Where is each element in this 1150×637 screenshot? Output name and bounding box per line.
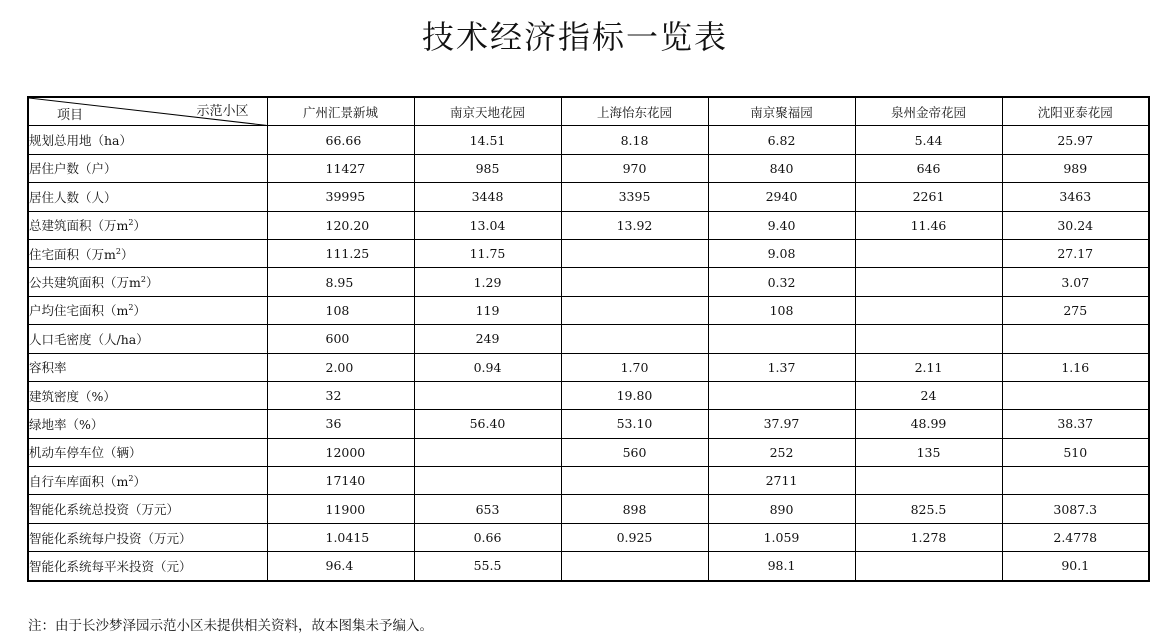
unit-superscript: 2 bbox=[128, 473, 134, 483]
table-cell: 560 bbox=[561, 438, 708, 466]
table-row bbox=[28, 211, 1149, 239]
table-cell: 2261 bbox=[855, 183, 1002, 211]
column-header: 广州汇景新城 bbox=[267, 97, 414, 126]
table-cell: 3448 bbox=[414, 183, 561, 211]
table-cell: 252 bbox=[708, 438, 855, 466]
table-cell bbox=[1002, 467, 1149, 495]
row-label bbox=[28, 268, 267, 296]
table-cell bbox=[855, 296, 1002, 324]
row-label bbox=[28, 381, 267, 409]
table-cell: 37.97 bbox=[708, 410, 855, 438]
table-cell bbox=[855, 467, 1002, 495]
table-cell: 985 bbox=[414, 154, 561, 182]
row-label-text: 智能化系统每户投资（万元） bbox=[29, 530, 192, 546]
column-group-label: 示范小区 bbox=[196, 104, 249, 119]
table-cell: 13.92 bbox=[561, 211, 708, 239]
table-cell: 2.11 bbox=[855, 353, 1002, 381]
table-cell: 2940 bbox=[708, 183, 855, 211]
table-cell bbox=[708, 325, 855, 353]
diagonal-header-cell bbox=[28, 97, 267, 126]
table-cell bbox=[561, 325, 708, 353]
table-cell bbox=[1002, 325, 1149, 353]
table-cell: 890 bbox=[708, 495, 855, 523]
table-cell: 510 bbox=[1002, 438, 1149, 466]
table-row bbox=[28, 239, 1149, 267]
table-cell: 56.40 bbox=[414, 410, 561, 438]
row-label-text: 居住人数（人） bbox=[29, 189, 117, 205]
table-cell bbox=[561, 268, 708, 296]
row-label-tail: ） bbox=[133, 473, 146, 489]
table-cell: 25.97 bbox=[1002, 126, 1149, 154]
row-label-text: 智能化系统总投资（万元） bbox=[29, 502, 180, 518]
table-cell: 27.17 bbox=[1002, 239, 1149, 267]
column-header: 上海怡东花园 bbox=[561, 97, 708, 126]
table-cell bbox=[414, 467, 561, 495]
table-cell: 13.04 bbox=[414, 211, 561, 239]
table-cell bbox=[561, 296, 708, 324]
table-cell: 1.278 bbox=[855, 523, 1002, 551]
table-row bbox=[28, 268, 1149, 296]
table-cell bbox=[414, 438, 561, 466]
table-row bbox=[28, 467, 1149, 495]
table-cell: 989 bbox=[1002, 154, 1149, 182]
table-cell bbox=[708, 381, 855, 409]
table-cell: 24 bbox=[855, 381, 1002, 409]
row-label bbox=[28, 154, 267, 182]
table-cell: 8.18 bbox=[561, 126, 708, 154]
table-cell bbox=[414, 381, 561, 409]
table-row bbox=[28, 523, 1149, 551]
row-label bbox=[28, 239, 267, 267]
row-label-text: 人口毛密度（人/ha） bbox=[29, 331, 149, 347]
table-cell: 3087.3 bbox=[1002, 495, 1149, 523]
table-cell bbox=[855, 325, 1002, 353]
table-cell: 53.10 bbox=[561, 410, 708, 438]
table-body bbox=[28, 126, 1149, 581]
table-cell: 38.37 bbox=[1002, 410, 1149, 438]
unit-superscript: 2 bbox=[115, 246, 121, 256]
table-cell: 135 bbox=[855, 438, 1002, 466]
table-cell: 14.51 bbox=[414, 126, 561, 154]
table-cell: 11.75 bbox=[414, 239, 561, 267]
table-cell: 19.80 bbox=[561, 381, 708, 409]
row-label-text: 智能化系统每平米投资（元） bbox=[29, 558, 192, 574]
row-label bbox=[28, 495, 267, 523]
row-label bbox=[28, 523, 267, 551]
table-cell: 3.07 bbox=[1002, 268, 1149, 296]
metrics-table bbox=[27, 96, 1150, 582]
table-cell: 96.4 bbox=[267, 552, 414, 581]
row-label-text: 绿地率（%） bbox=[29, 416, 104, 432]
table-cell: 5.44 bbox=[855, 126, 1002, 154]
table-row bbox=[28, 296, 1149, 324]
table-cell: 111.25 bbox=[267, 239, 414, 267]
row-label bbox=[28, 438, 267, 466]
table-cell: 98.1 bbox=[708, 552, 855, 581]
table-cell bbox=[561, 239, 708, 267]
row-label-tail: ） bbox=[145, 275, 159, 291]
unit-superscript: 2 bbox=[128, 303, 134, 313]
table-cell: 48.99 bbox=[855, 410, 1002, 438]
table-cell: 8.95 bbox=[267, 268, 414, 296]
table-cell: 970 bbox=[561, 154, 708, 182]
table-cell: 600 bbox=[267, 325, 414, 353]
table-cell: 2.00 bbox=[267, 353, 414, 381]
table-cell: 55.5 bbox=[414, 552, 561, 581]
row-label bbox=[28, 296, 267, 324]
row-label-text: 住宅面积（万m bbox=[29, 246, 116, 262]
table-cell: 12000 bbox=[267, 438, 414, 466]
table-cell: 90.1 bbox=[1002, 552, 1149, 581]
page-title: 技术经济指标一览表 bbox=[421, 18, 728, 56]
table-cell: 1.37 bbox=[708, 353, 855, 381]
row-label bbox=[28, 353, 267, 381]
row-group-label: 项目 bbox=[57, 108, 84, 124]
table-row bbox=[28, 353, 1149, 381]
row-label-text: 容积率 bbox=[29, 360, 67, 376]
table-cell bbox=[855, 268, 1002, 296]
table-row bbox=[28, 495, 1149, 523]
table-cell: 11900 bbox=[267, 495, 414, 523]
table-cell: 1.29 bbox=[414, 268, 561, 296]
column-header: 沈阳亚泰花园 bbox=[1002, 97, 1149, 126]
table-row bbox=[28, 126, 1149, 154]
table-cell: 0.32 bbox=[708, 268, 855, 296]
table-cell: 1.0415 bbox=[267, 523, 414, 551]
row-label-tail: ） bbox=[133, 303, 146, 319]
row-label bbox=[28, 183, 267, 211]
table-cell bbox=[561, 467, 708, 495]
table-cell: 3463 bbox=[1002, 183, 1149, 211]
table-cell: 0.925 bbox=[561, 523, 708, 551]
table-header-row bbox=[28, 97, 1149, 126]
unit-superscript: 2 bbox=[140, 274, 146, 284]
column-header: 南京天地花园 bbox=[414, 97, 561, 126]
table-cell: 119 bbox=[414, 296, 561, 324]
table-cell: 275 bbox=[1002, 296, 1149, 324]
table-cell bbox=[855, 552, 1002, 581]
table-cell: 9.40 bbox=[708, 211, 855, 239]
row-label bbox=[28, 211, 267, 239]
unit-superscript: 2 bbox=[128, 218, 134, 228]
table-cell: 11.46 bbox=[855, 211, 1002, 239]
row-label bbox=[28, 552, 267, 581]
table-row bbox=[28, 410, 1149, 438]
table-row bbox=[28, 381, 1149, 409]
row-label-tail: ） bbox=[120, 246, 134, 262]
row-label-text: 公共建筑面积（万m bbox=[29, 275, 141, 291]
table-cell: 32 bbox=[267, 381, 414, 409]
table-cell: 0.94 bbox=[414, 353, 561, 381]
table-cell: 30.24 bbox=[1002, 211, 1149, 239]
table-row bbox=[28, 154, 1149, 182]
row-label-text: 规划总用地（ha） bbox=[29, 133, 133, 149]
table-cell: 653 bbox=[414, 495, 561, 523]
row-label-text: 户均住宅面积（m bbox=[29, 303, 129, 319]
row-label-text: 自行车库面积（m bbox=[29, 473, 129, 489]
table-cell: 249 bbox=[414, 325, 561, 353]
table-cell bbox=[1002, 381, 1149, 409]
row-label-text: 总建筑面积（万m bbox=[29, 218, 129, 234]
column-header: 南京聚福园 bbox=[708, 97, 855, 126]
table-cell: 6.82 bbox=[708, 126, 855, 154]
table-cell: 840 bbox=[708, 154, 855, 182]
table-cell: 108 bbox=[708, 296, 855, 324]
table-row bbox=[28, 438, 1149, 466]
table-cell: 0.66 bbox=[414, 523, 561, 551]
table-cell: 2711 bbox=[708, 467, 855, 495]
table-cell: 108 bbox=[267, 296, 414, 324]
row-label bbox=[28, 325, 267, 353]
table-cell: 39995 bbox=[267, 183, 414, 211]
row-label-text: 机动车停车位（辆） bbox=[29, 445, 142, 461]
table-cell: 2.4778 bbox=[1002, 523, 1149, 551]
row-label-text: 居住户数（户） bbox=[29, 161, 117, 177]
table-cell: 66.66 bbox=[267, 126, 414, 154]
table-row bbox=[28, 325, 1149, 353]
row-label bbox=[28, 467, 267, 495]
row-label bbox=[28, 126, 267, 154]
column-header: 泉州金帝花园 bbox=[855, 97, 1002, 126]
footnote: 注：由于长沙梦泽园示范小区未提供相关资料，故本图集未予编入。 bbox=[28, 618, 433, 634]
table-row bbox=[28, 183, 1149, 211]
row-label-tail: ） bbox=[133, 218, 146, 234]
table-cell: 11427 bbox=[267, 154, 414, 182]
table-cell: 898 bbox=[561, 495, 708, 523]
table-cell: 1.059 bbox=[708, 523, 855, 551]
table-cell: 825.5 bbox=[855, 495, 1002, 523]
table-cell: 3395 bbox=[561, 183, 708, 211]
table-cell: 1.16 bbox=[1002, 353, 1149, 381]
table-cell: 36 bbox=[267, 410, 414, 438]
table-cell: 1.70 bbox=[561, 353, 708, 381]
table-row bbox=[28, 552, 1149, 581]
row-label-text: 建筑密度（%） bbox=[29, 388, 116, 404]
table-cell: 9.08 bbox=[708, 239, 855, 267]
table-cell: 17140 bbox=[267, 467, 414, 495]
table-cell bbox=[561, 552, 708, 581]
table-cell: 646 bbox=[855, 154, 1002, 182]
table-cell bbox=[855, 239, 1002, 267]
row-label bbox=[28, 410, 267, 438]
table-cell: 120.20 bbox=[267, 211, 414, 239]
